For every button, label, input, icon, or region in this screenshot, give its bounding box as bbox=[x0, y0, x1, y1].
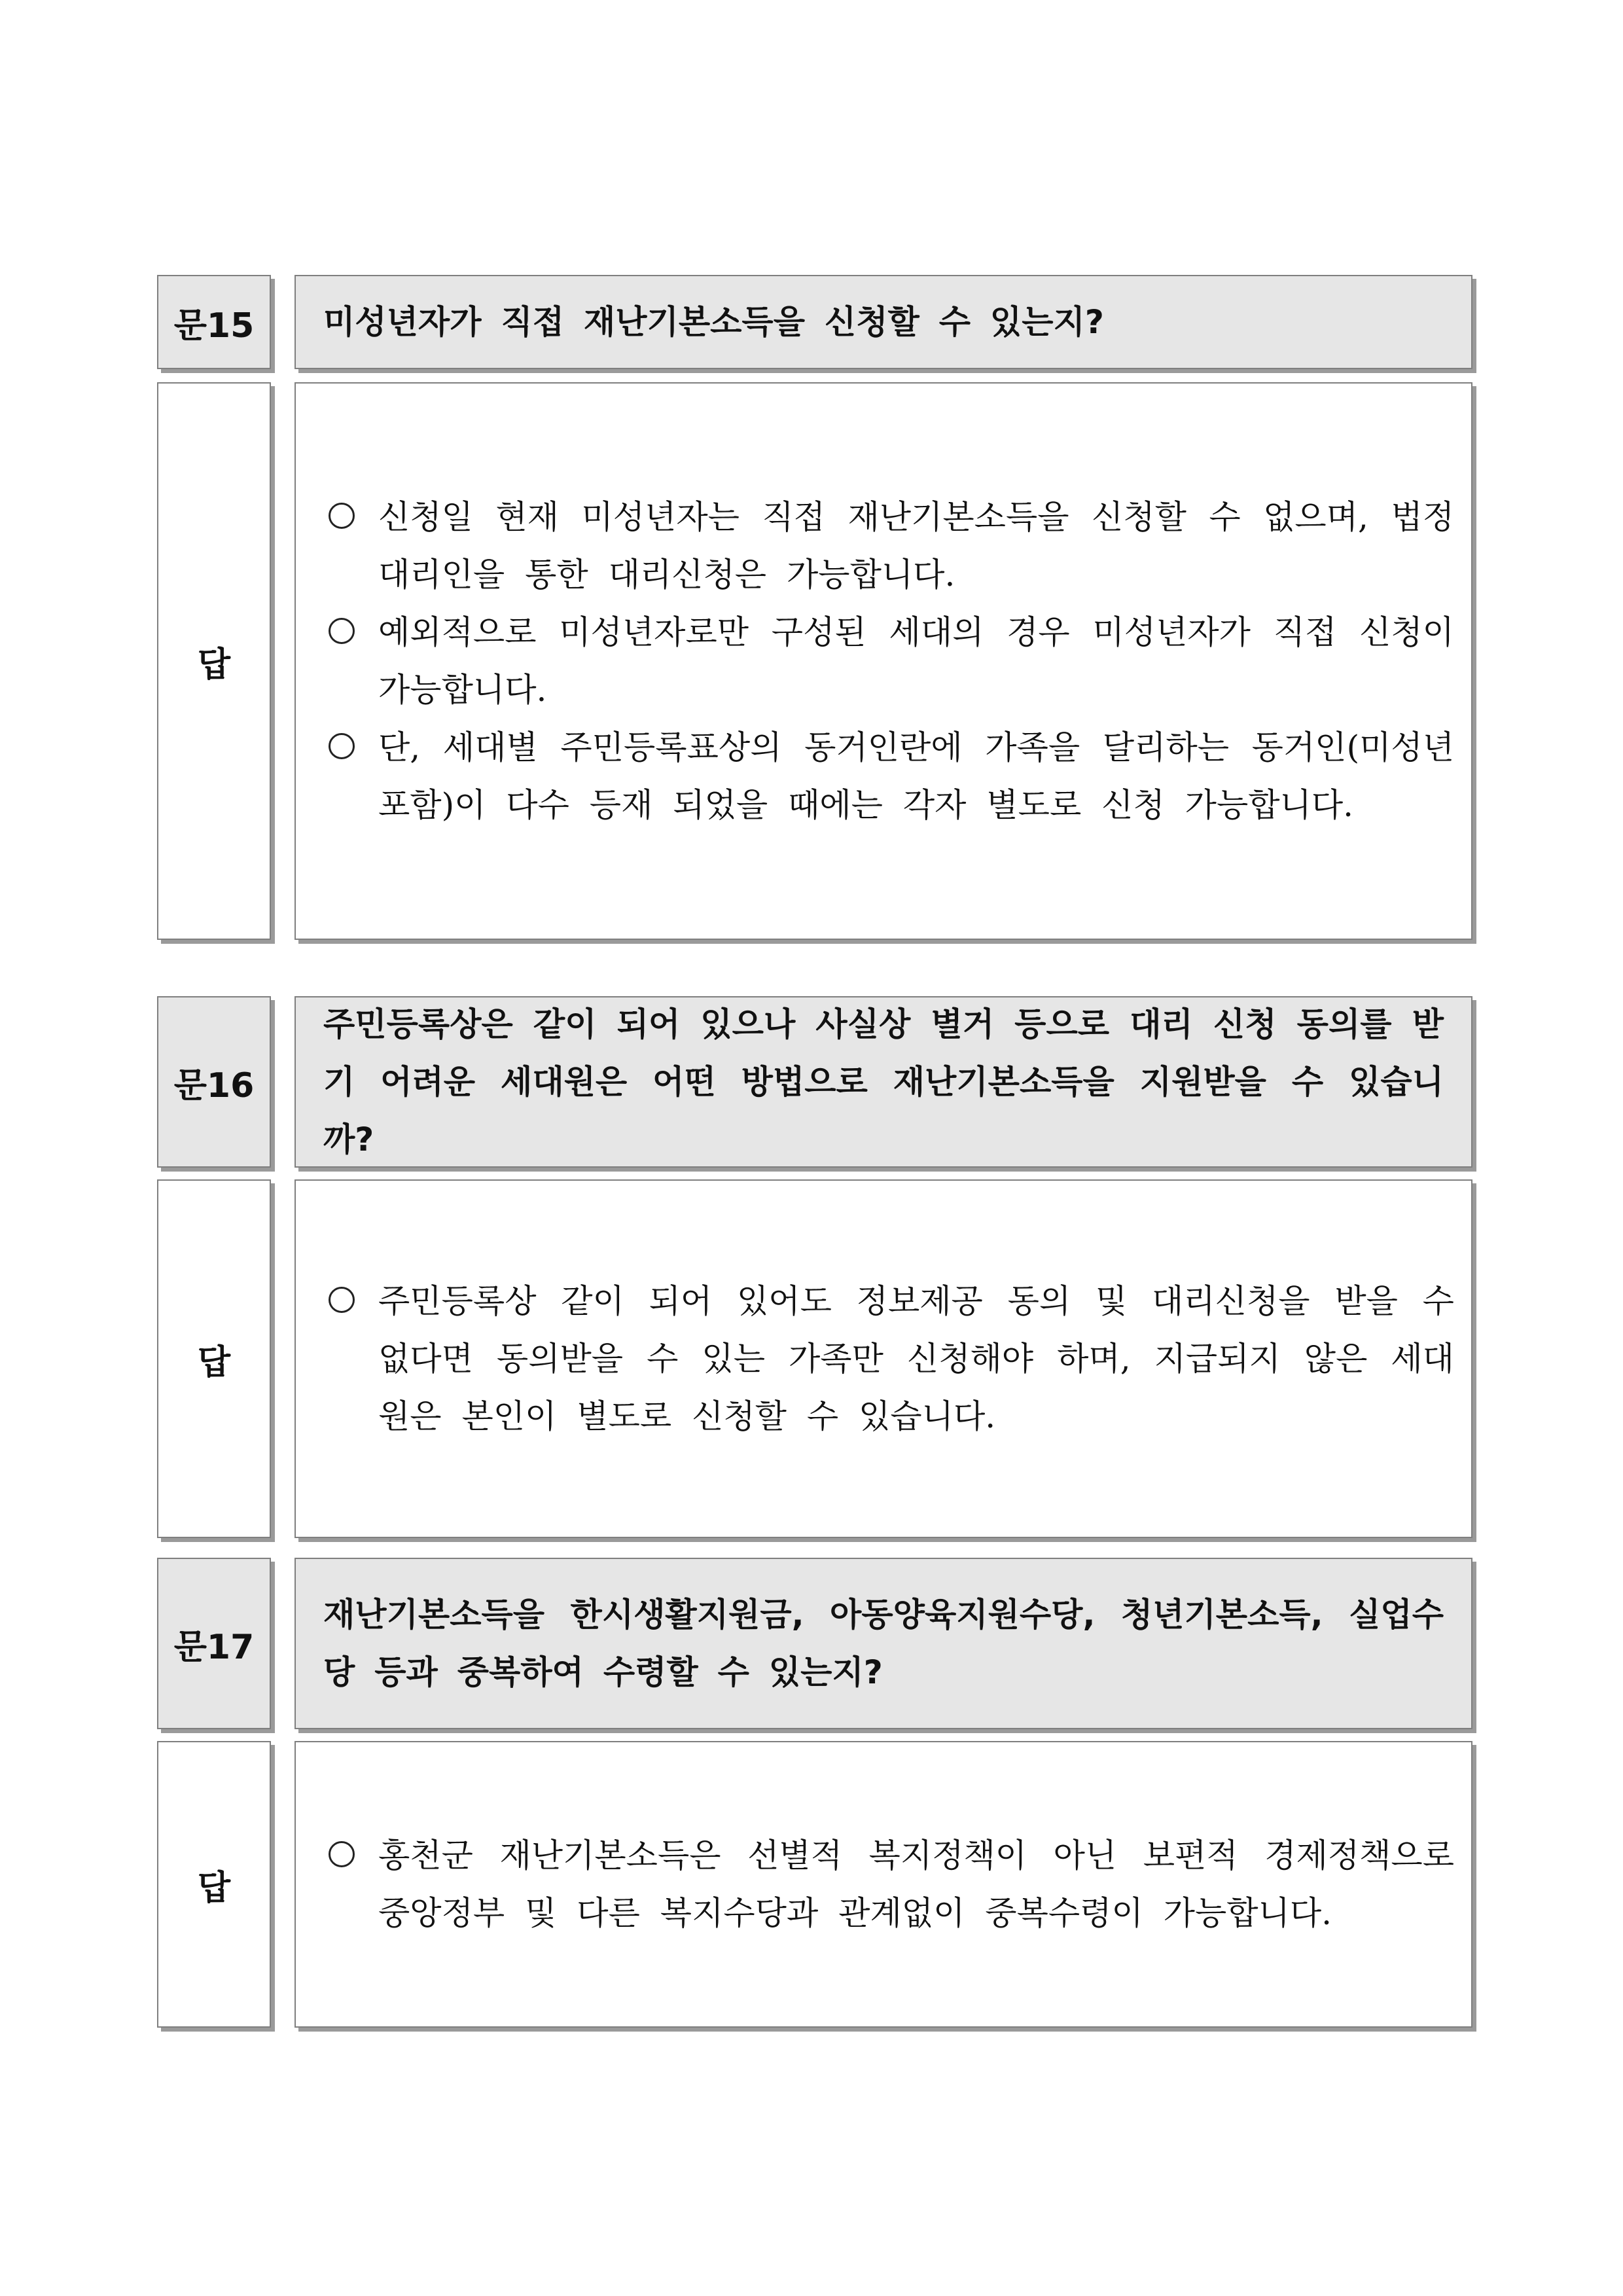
circle-bullet-icon bbox=[329, 1841, 355, 1867]
question-text: 재난기본소득을 한시생활지원금, 아동양육지원수당, 청년기본소득, 실업수당 등과 중복하여 수령할 수 있는지? bbox=[323, 1596, 1444, 1691]
answer-label-16 bbox=[157, 1179, 271, 1538]
answer-bullet bbox=[329, 1272, 1454, 1445]
answer-body-15 bbox=[294, 382, 1472, 940]
answer-label: 답 bbox=[197, 1342, 231, 1382]
answer-text: 홍천군 재난기본소득은 선별적 복지정책이 아닌 보편적 경제정책으로 중앙정부 및 다른 복지수당과 관계없이 중복수령이 가능합니다. bbox=[378, 1837, 1454, 1932]
answer-text: 주민등록상 같이 되어 있어도 정보제공 동의 및 대리신청을 받을 수 없다면 동의받을 수 있는 가족만 신청해야 하며, 지급되지 않은 세대원은 본인이 별도로 신청할 수 있습니다. bbox=[378, 1282, 1454, 1435]
question-text: 주민등록상은 같이 되어 있으나 사실상 별거 등으로 대리 신청 동의를 받기 어려운 세대원은 어떤 방법으로 재난기본소득을 지원받을 수 있습니까? bbox=[323, 1005, 1444, 1158]
answer-bullet bbox=[329, 603, 1454, 719]
question-number: 문17 bbox=[173, 1627, 255, 1667]
circle-bullet-icon bbox=[329, 733, 355, 759]
answer-bullet bbox=[329, 719, 1454, 834]
question-number: 문16 bbox=[173, 1066, 255, 1105]
question-label-15 bbox=[157, 275, 271, 369]
question-text-15 bbox=[294, 275, 1472, 369]
question-text-16 bbox=[294, 996, 1472, 1168]
answer-label-15 bbox=[157, 382, 271, 940]
circle-bullet-icon bbox=[329, 618, 355, 644]
circle-bullet-icon bbox=[329, 1287, 355, 1313]
answer-text: 예외적으로 미성년자로만 구성된 세대의 경우 미성년자가 직접 신청이 가능합니다. bbox=[378, 613, 1454, 709]
answer-text: 신청일 현재 미성년자는 직접 재난기본소득을 신청할 수 없으며, 법정대리인을 통한 대리신청은 가능합니다. bbox=[378, 498, 1454, 594]
answer-bullet bbox=[329, 488, 1454, 603]
question-label-17 bbox=[157, 1558, 271, 1729]
question-text-17 bbox=[294, 1558, 1472, 1729]
answer-label: 답 bbox=[197, 645, 231, 685]
question-label-16 bbox=[157, 996, 271, 1168]
circle-bullet-icon bbox=[329, 503, 355, 529]
answer-body-17 bbox=[294, 1741, 1472, 2028]
question-number: 문15 bbox=[173, 306, 255, 346]
answer-body-16 bbox=[294, 1179, 1472, 1538]
answer-label: 답 bbox=[197, 1868, 231, 1908]
answer-bullet bbox=[329, 1827, 1454, 1942]
answer-label-17 bbox=[157, 1741, 271, 2028]
answer-text: 단, 세대별 주민등록표상의 동거인란에 가족을 달리하는 동거인(미성년 포함)이 다수 등재 되었을 때에는 각자 별도로 신청 가능합니다. bbox=[378, 728, 1454, 824]
question-text: 미성년자가 직접 재난기본소득을 신청할 수 있는지? bbox=[323, 303, 1104, 341]
